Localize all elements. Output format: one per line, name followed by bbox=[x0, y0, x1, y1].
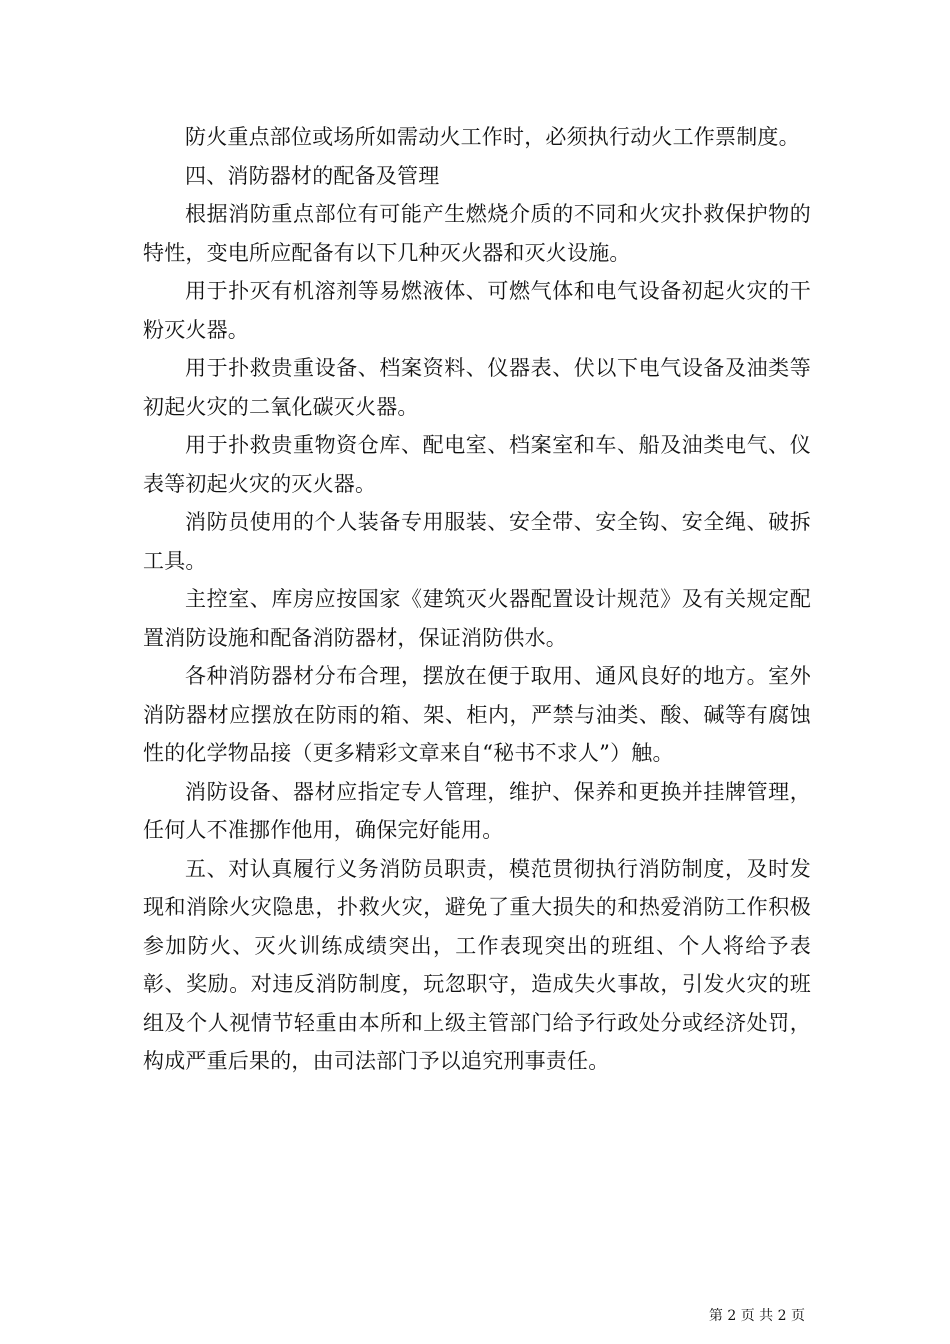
paragraph-personal-equipment: 消防员使用的个人装备专用服装、安全带、安全钩、安全绳、破拆工具。 bbox=[143, 510, 811, 573]
paragraph-extinguisher-storage: 用于扑救贵重物资仓库、配电室、档案室和车、船及油类电气、仪表等初起火灾的灭火器。 bbox=[143, 433, 811, 496]
paragraph-control-room: 主控室、库房应按国家《建筑灭火器配置设计规范》及有关规定配置消防设施和配备消防器材，保证消防供水。 bbox=[143, 587, 811, 650]
paragraph-equipment-management: 消防设备、器材应指定专人管理，维护、保养和更换并挂牌管理，任何人不准挪作他用，确保完好能用。 bbox=[143, 779, 811, 842]
paragraph-rewards-penalties: 五、对认真履行义务消防员职责，模范贯彻执行消防制度，及时发现和消除火灾隐患，扑救火灾，避免了重大损失的和热爱消防工作积极参加防火、灭火训练成绩突出，工作表现突出的班组、个人将给予表彰、奖励。对违反消防制度，玩忽职守，造成失火事故，引发火灾的班组及个人视情节轻重由本所和上级主管部门给予行政处分或经济处罚，构成严重后果的，由司法部门予以追究刑事责任。 bbox=[143, 856, 811, 1073]
page-number: 第 2 页 共 2 页 bbox=[708, 1308, 805, 1324]
paragraph-hot-work-permit: 防火重点部位或场所如需动火工作时，必须执行动火工作票制度。 bbox=[185, 125, 800, 149]
section-heading-equipment: 四、消防器材的配备及管理 bbox=[185, 163, 440, 188]
paragraph-dry-powder-extinguisher: 用于扑灭有机溶剂等易燃液体、可燃气体和电气设备初起火灾的干粉灭火器。 bbox=[143, 279, 811, 342]
paragraph-co2-extinguisher: 用于扑救贵重设备、档案资料、仪器表、伏以下电气设备及油类等初起火灾的二氧化碳灭火器。 bbox=[143, 356, 811, 419]
paragraph-equipment-intro: 根据消防重点部位有可能产生燃烧介质的不同和火灾扑救保护物的特性，变电所应配备有以下几种灭火器和灭火设施。 bbox=[143, 202, 811, 265]
paragraph-equipment-placement: 各种消防器材分布合理，摆放在便于取用、通风良好的地方。室外消防器材应摆放在防雨的箱、架、柜内，严禁与油类、酸、碱等有腐蚀性的化学物品接（更多精彩文章来自“秘书不求人”）触。 bbox=[143, 664, 811, 765]
document-body bbox=[143, 118, 811, 1081]
